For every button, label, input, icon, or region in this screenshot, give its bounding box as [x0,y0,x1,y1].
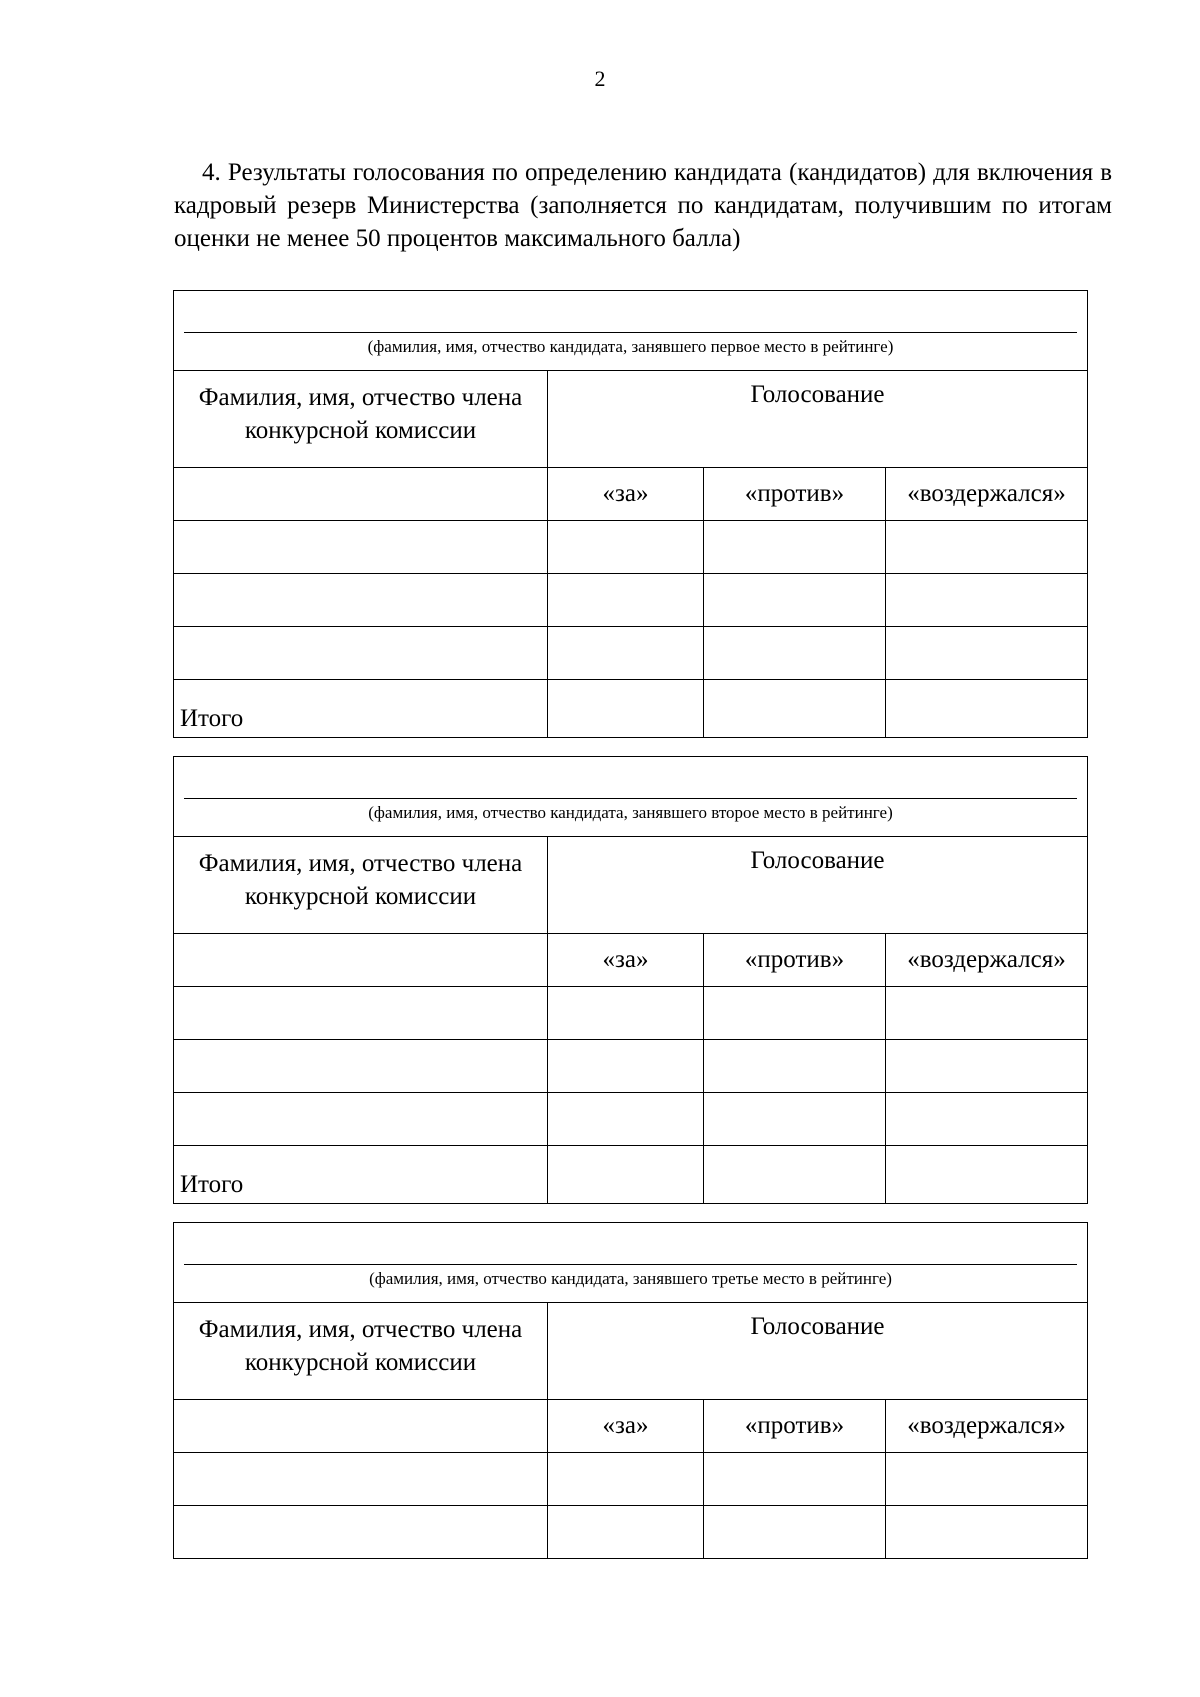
for-cell[interactable] [548,521,704,574]
for-cell[interactable] [548,1093,704,1146]
member-column-header: Фамилия, имя, отчество члена конкурсной комиссии [174,1303,548,1400]
abstained-cell[interactable] [886,574,1088,627]
total-row [174,680,1088,738]
total-for-cell[interactable] [548,680,704,738]
abstained-cell[interactable] [886,1040,1088,1093]
vote-column-header: Голосование [548,837,1088,934]
candidate-caption: (фамилия, имя, отчество кандидата, занявшего первое место в рейтинге) [367,337,894,356]
candidate-name-line [184,798,1077,799]
table-row [174,521,1088,574]
member-name-cell[interactable] [174,1453,548,1506]
table-row [174,627,1088,680]
member-name-cell[interactable] [174,1506,548,1559]
against-cell[interactable] [704,1506,886,1559]
section-intro-text: 4. Результаты голосования по определению кандидата (кандидатов) для включения в кадровый резерв Министерства (заполняется по кандидатам, получившим по итогам оценки не менее 50 процентов максимального балла) [174,159,1112,252]
member-name-cell[interactable] [174,1093,548,1146]
table-row [174,1093,1088,1146]
candidate-name-line [184,1264,1077,1265]
total-for-cell[interactable] [548,1146,704,1204]
abstained-cell[interactable] [886,987,1088,1040]
vote-column-header: Голосование [548,371,1088,468]
abstained-column-header: «воздержался» [886,934,1088,987]
candidate-caption: (фамилия, имя, отчество кандидата, занявшего третье место в рейтинге) [369,1269,892,1288]
candidate-name-cell[interactable] [174,1223,1088,1303]
candidate-name-cell[interactable] [174,757,1088,837]
abstained-cell[interactable] [886,1093,1088,1146]
total-abstained-cell[interactable] [886,680,1088,738]
for-cell[interactable] [548,1506,704,1559]
member-name-cell[interactable] [174,521,548,574]
against-cell[interactable] [704,521,886,574]
abstained-cell[interactable] [886,1453,1088,1506]
voting-table-third-place [173,1222,1088,1559]
against-column-header: «против» [704,1400,886,1453]
abstained-column-header: «воздержался» [886,1400,1088,1453]
candidate-name-cell[interactable] [174,291,1088,371]
for-cell[interactable] [548,987,704,1040]
total-label: Итого [174,680,548,738]
member-name-cell[interactable] [174,1040,548,1093]
for-cell[interactable] [548,1040,704,1093]
against-cell[interactable] [704,574,886,627]
table-row [174,987,1088,1040]
against-cell[interactable] [704,1040,886,1093]
table-row [174,1506,1088,1559]
member-subheader-cell [174,468,548,521]
member-subheader-cell [174,934,548,987]
voting-table-second-place [173,756,1088,1204]
member-column-header: Фамилия, имя, отчество члена конкурсной комиссии [174,371,548,468]
for-cell[interactable] [548,627,704,680]
vote-column-header: Голосование [548,1303,1088,1400]
abstained-cell[interactable] [886,521,1088,574]
abstained-column-header: «воздержался» [886,468,1088,521]
member-name-cell[interactable] [174,574,548,627]
member-subheader-cell [174,1400,548,1453]
page-number: 2 [594,66,606,91]
against-cell[interactable] [704,987,886,1040]
table-row [174,1040,1088,1093]
against-cell[interactable] [704,627,886,680]
for-column-header: «за» [548,468,704,521]
against-cell[interactable] [704,1093,886,1146]
table-row [174,574,1088,627]
for-cell[interactable] [548,574,704,627]
member-column-header: Фамилия, имя, отчество члена конкурсной комиссии [174,837,548,934]
against-cell[interactable] [704,1453,886,1506]
total-against-cell[interactable] [704,680,886,738]
total-against-cell[interactable] [704,1146,886,1204]
abstained-cell[interactable] [886,1506,1088,1559]
total-row [174,1146,1088,1204]
candidate-caption: (фамилия, имя, отчество кандидата, занявшего второе место в рейтинге) [368,803,893,822]
total-abstained-cell[interactable] [886,1146,1088,1204]
member-name-cell[interactable] [174,627,548,680]
for-cell[interactable] [548,1453,704,1506]
total-label: Итого [174,1146,548,1204]
voting-table-first-place [173,290,1088,738]
table-row [174,1453,1088,1506]
abstained-cell[interactable] [886,627,1088,680]
against-column-header: «против» [704,934,886,987]
candidate-name-line [184,332,1077,333]
against-column-header: «против» [704,468,886,521]
for-column-header: «за» [548,1400,704,1453]
member-name-cell[interactable] [174,987,548,1040]
for-column-header: «за» [548,934,704,987]
